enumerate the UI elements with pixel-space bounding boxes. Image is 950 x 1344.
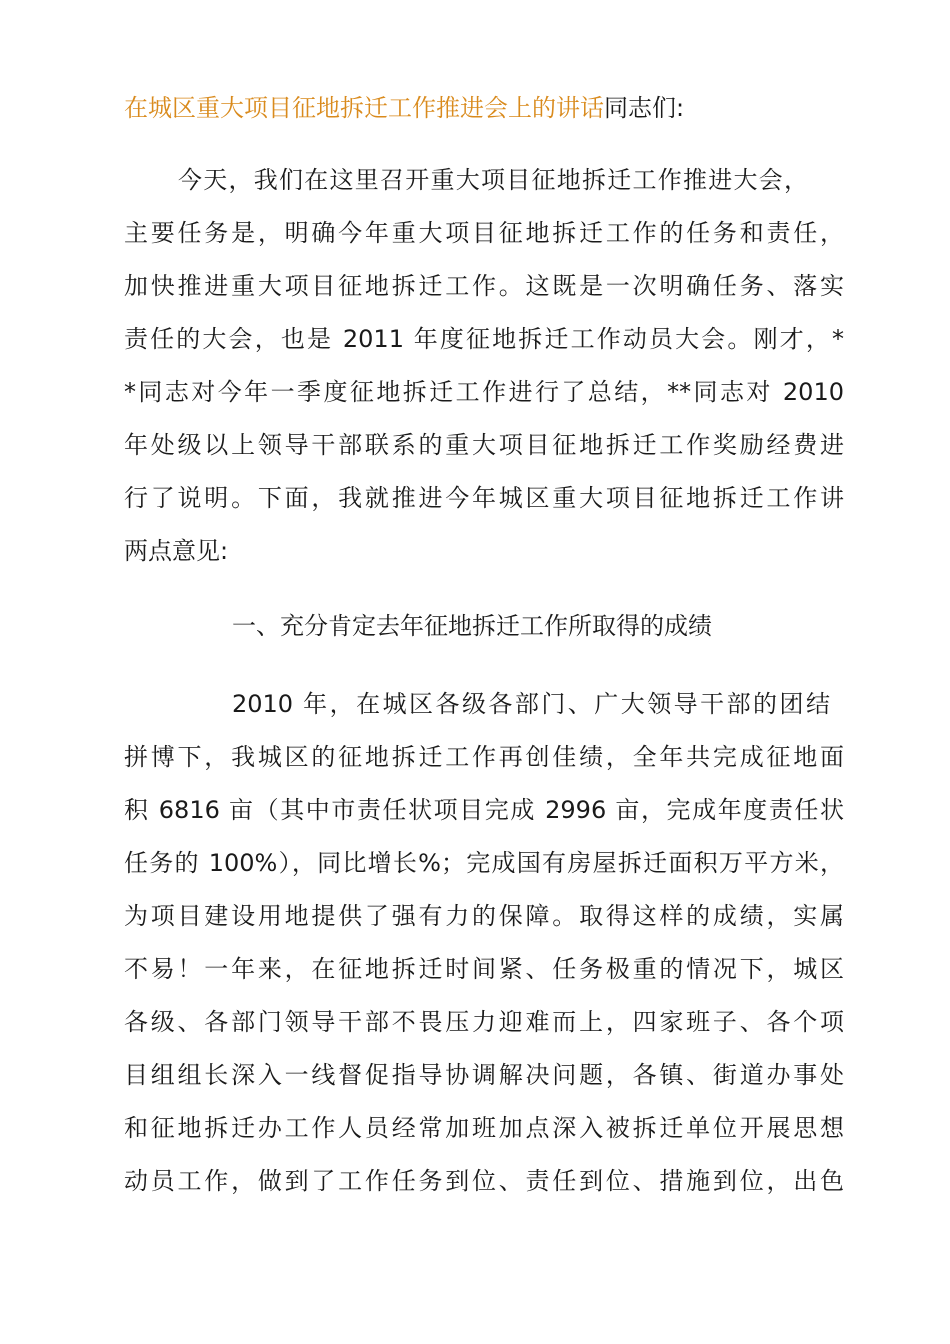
paragraph-line: 目组组长深入一线督促指导协调解决问题，各镇、街道办事处	[124, 1061, 844, 1089]
paragraph-line: 不易！一年来，在征地拆迁时间紧、任务极重的情况下，城区	[124, 955, 844, 983]
paragraph-line: 动员工作，做到了工作任务到位、责任到位、措施到位，出色	[124, 1167, 844, 1195]
paragraph-line: 2010 年，在城区各级各部门、广大领导干部的团结	[232, 690, 830, 718]
paragraph-line: 积 6816 亩（其中市责任状项目完成 2996 亩，完成年度责任状	[124, 796, 844, 824]
section-heading: 一、充分肯定去年征地拆迁工作所取得的成绩	[232, 612, 712, 640]
paragraph-line: 各级、各部门领导干部不畏压力迎难而上，四家班子、各个项	[124, 1008, 844, 1036]
paragraph-line: 加快推进重大项目征地拆迁工作。这既是一次明确任务、落实	[124, 272, 844, 300]
title-line	[124, 88, 844, 128]
paragraph-line: 和征地拆迁办工作人员经常加班加点深入被拆迁单位开展思想	[124, 1114, 844, 1142]
salutation: 同志们:	[604, 94, 685, 122]
paragraph-line: 今天，我们在这里召开重大项目征地拆迁工作推进大会，	[178, 166, 808, 194]
paragraph-line: 年处级以上领导干部联系的重大项目征地拆迁工作奖励经费进	[124, 431, 844, 459]
paragraph-line: 为项目建设用地提供了强有力的保障。取得这样的成绩，实属	[124, 902, 844, 930]
paragraph-line: 责任的大会，也是 2011 年度征地拆迁工作动员大会。刚才，*	[124, 325, 844, 353]
paragraph-line: *同志对今年一季度征地拆迁工作进行了总结，**同志对 2010	[124, 378, 844, 406]
paragraph-line: 行了说明。下面，我就推进今年城区重大项目征地拆迁工作讲	[124, 484, 844, 512]
paragraph-line: 两点意见:	[124, 537, 229, 565]
document-title: 在城区重大项目征地拆迁工作推进会上的讲话	[124, 94, 604, 122]
paragraph-line: 拼博下，我城区的征地拆迁工作再创佳绩，全年共完成征地面	[124, 743, 844, 771]
paragraph-line: 任务的 100%），同比增长%；完成国有房屋拆迁面积万平方米，	[124, 849, 844, 877]
paragraph-line: 主要任务是，明确今年重大项目征地拆迁工作的任务和责任，	[124, 219, 844, 247]
